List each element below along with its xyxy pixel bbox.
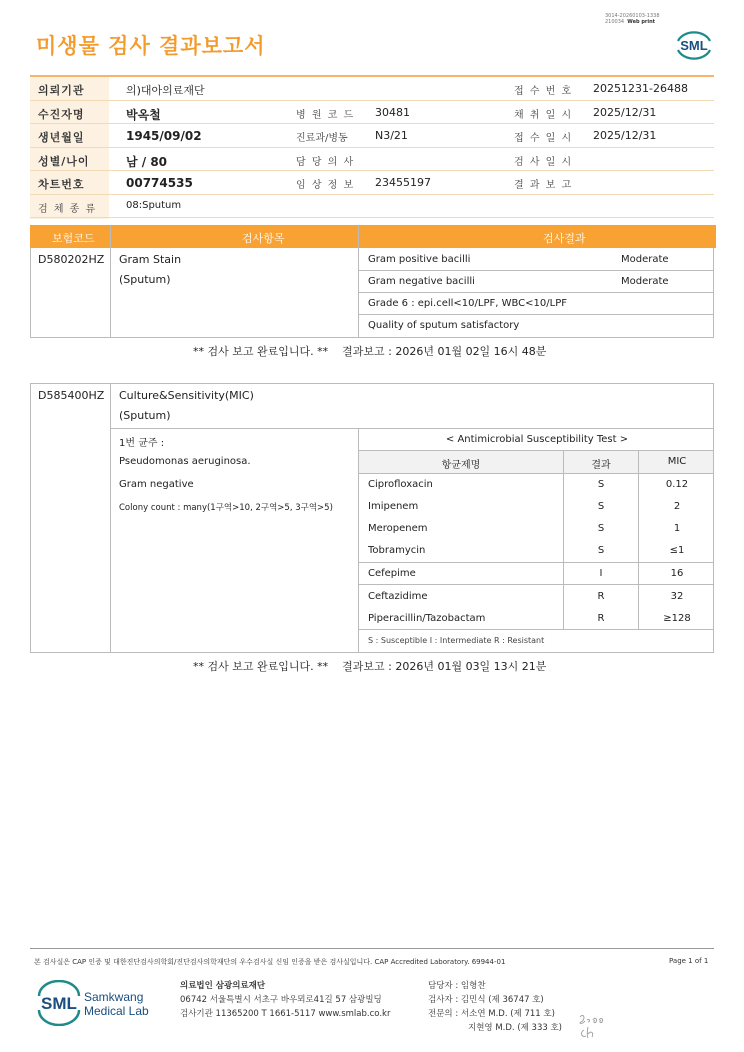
cert-statement: 본 검사실은 CAP 인증 및 대한진단검사의학회/진단검사의학재단의 우수검사실 신임 인증을 받은 검사실입니다. CAP Accredited Laboratory. 69944-01 — [34, 958, 506, 966]
report-status-2: ** 검사 보고 완료입니다. ** 결과보고 : 2026년 01월 03일 13시 21분 — [193, 660, 547, 673]
patient-name: 박옥철 — [126, 107, 161, 122]
staff-manager: 임형찬 — [460, 981, 486, 991]
result-name: Quality of sputum satisfactory — [368, 320, 520, 331]
staff-specialist: 서소연 M.D. (제 711 호) — [460, 1009, 555, 1019]
report-title: 미생물 검사 결과보고서 — [36, 34, 266, 58]
drug-name: Ceftazidime — [368, 591, 428, 602]
staff-tester: 김민식 (제 36747 호) — [460, 995, 544, 1005]
drug-name: Tobramycin — [368, 545, 426, 556]
staff-block: 담당자 : 임형찬 검사자 : 김민식 (제 36747 호) 전문의 : 서소연 M.D. (제 711 호) 지현영 M.D. (제 333 호) — [428, 981, 563, 1033]
receipt-date: 2025/12/31 — [593, 129, 657, 142]
test-item: Culture&Sensitivity(MIC) — [119, 389, 254, 402]
samkwang-logo-name1: Samkwang — [84, 990, 144, 1004]
samkwang-logo-name2: Medical Lab — [84, 1004, 149, 1018]
org-block — [180, 979, 390, 1021]
colony-count: Colony count : many(1구역>10, 2구역>5, 3구역>5) — [119, 503, 333, 513]
drug-name: Meropenem — [368, 523, 428, 534]
info-row-6: 검 체 종 류 08:Sputum — [30, 195, 714, 219]
ast-legend: S : Susceptible I : Intermediate R : Resistant — [368, 636, 545, 645]
drug-name: Ciprofloxacin — [368, 479, 433, 490]
hospital-code: 30481 — [375, 105, 410, 119]
col-test-item: 검사항목 — [242, 232, 285, 245]
drug-mic: 32 — [670, 591, 684, 602]
result-table-header — [30, 225, 716, 248]
staff-specialist-2: 지현영 M.D. (제 333 호) — [468, 1023, 563, 1033]
clinical-info: 23455197 — [375, 176, 431, 189]
drug-result: S — [597, 479, 605, 490]
result-value: Moderate — [621, 254, 669, 265]
col-insurance-code: 보험코드 — [52, 232, 95, 245]
print-code: 3014-20260103-1338 — [605, 13, 660, 19]
test-item-specimen: (Sputum) — [119, 273, 171, 286]
drug-result: S — [597, 545, 605, 556]
info-row-4: 성별/나이 남 / 80 담 당 의 사 검 사 일 시 — [30, 148, 714, 172]
drug-name: Imipenem — [368, 501, 419, 512]
gram-result: Gram negative — [119, 479, 194, 490]
dob: 1945/09/02 — [126, 129, 202, 143]
organism-name: Pseudomonas aeruginosa. — [119, 456, 251, 467]
collect-date: 2025/12/31 — [593, 105, 657, 119]
org-contact: 검사기관 11365200 T 1661-5117 www.smlab.co.kr — [180, 1009, 391, 1019]
ast-title: < Antimicrobial Susceptibility Test > — [445, 434, 629, 445]
result-name: Gram positive bacilli — [368, 254, 471, 265]
org-address: 06742 서울특별시 서초구 바우뫼로41길 57 삼광빌딩 — [180, 995, 382, 1005]
test-item: Gram Stain — [119, 253, 182, 266]
test-item-specimen: (Sputum) — [119, 409, 171, 422]
result-name: Gram negative bacilli — [368, 276, 475, 287]
dept: N3/21 — [375, 129, 408, 142]
info-row-2: 수진자명 박옥철 병 원 코 드 30481 채 취 일 시 2025/12/31 — [30, 101, 714, 125]
footer-divider — [30, 948, 714, 949]
test-code: D580202HZ — [38, 253, 105, 266]
drug-name: Cefepime — [368, 568, 416, 579]
chart-no: 00774535 — [126, 176, 193, 190]
drug-name: Piperacillin/Tazobactam — [368, 613, 486, 624]
result-name: Grade 6 : epi.cell<10/LPF, WBC<10/LPF — [368, 298, 567, 309]
col-result: 결과 — [591, 460, 611, 471]
drug-mic: 2 — [673, 501, 681, 512]
info-row-1: 의뢰기관 의)대아의료재단 접 수 번 호 20251231-26488 — [30, 77, 714, 101]
organism-number: 1번 균주 : — [119, 438, 165, 449]
info-row-3: 생년월일 1945/09/02 진료과/병동 N3/21 접 수 일 시 2025/12/31 — [30, 124, 714, 148]
samkwang-logo — [36, 980, 166, 1026]
drug-result: R — [597, 591, 605, 602]
reported-time-1: 결과보고 : 2026년 01월 02일 16시 48분 — [342, 345, 547, 358]
page-number: Page 1 of 1 — [669, 957, 709, 965]
specimen: 08:Sputum — [126, 199, 182, 211]
reported-time-2: 결과보고 : 2026년 01월 03일 13시 21분 — [342, 660, 547, 673]
org-name: 의료법인 삼광의료재단 — [180, 981, 266, 991]
result-value: Moderate — [621, 276, 669, 287]
culture-table — [30, 383, 714, 653]
print-meta — [605, 13, 660, 25]
drug-result: I — [599, 568, 603, 579]
info-row-5: 차트번호 00774535 임 상 정 보 23455197 결 과 보 고 — [30, 171, 714, 195]
requester: 의)대아의료재단 — [126, 84, 205, 97]
col-test-result: 검사결과 — [543, 232, 586, 245]
gram-stain-table — [30, 225, 714, 338]
drug-mic: 1 — [673, 523, 681, 534]
sml-logo — [672, 28, 716, 62]
drug-result: S — [597, 523, 605, 534]
col-drug: 항균제명 — [441, 460, 481, 471]
drug-mic: ≥128 — [663, 613, 691, 624]
col-mic: MIC — [667, 456, 687, 467]
drug-mic: 0.12 — [665, 479, 689, 490]
report-status-1: ** 검사 보고 완료입니다. ** 결과보고 : 2026년 01월 02일 16시 48분 — [193, 345, 547, 358]
receipt-no: 20251231-26488 — [593, 82, 688, 95]
drug-result: R — [597, 613, 605, 624]
drug-mic: 16 — [670, 568, 684, 579]
drug-result: S — [597, 501, 605, 512]
print-mode: Web print — [627, 19, 656, 25]
sml-logo-text: SML — [680, 38, 708, 53]
patient-info — [30, 75, 714, 218]
print-code2: 210034 — [605, 19, 625, 25]
samkwang-logo-mark: SML — [41, 994, 77, 1013]
test-code: D585400HZ — [38, 389, 105, 402]
drug-mic: ≤1 — [669, 545, 685, 556]
sex-age: 남 / 80 — [126, 154, 168, 169]
handwritten-signature — [576, 1010, 610, 1042]
